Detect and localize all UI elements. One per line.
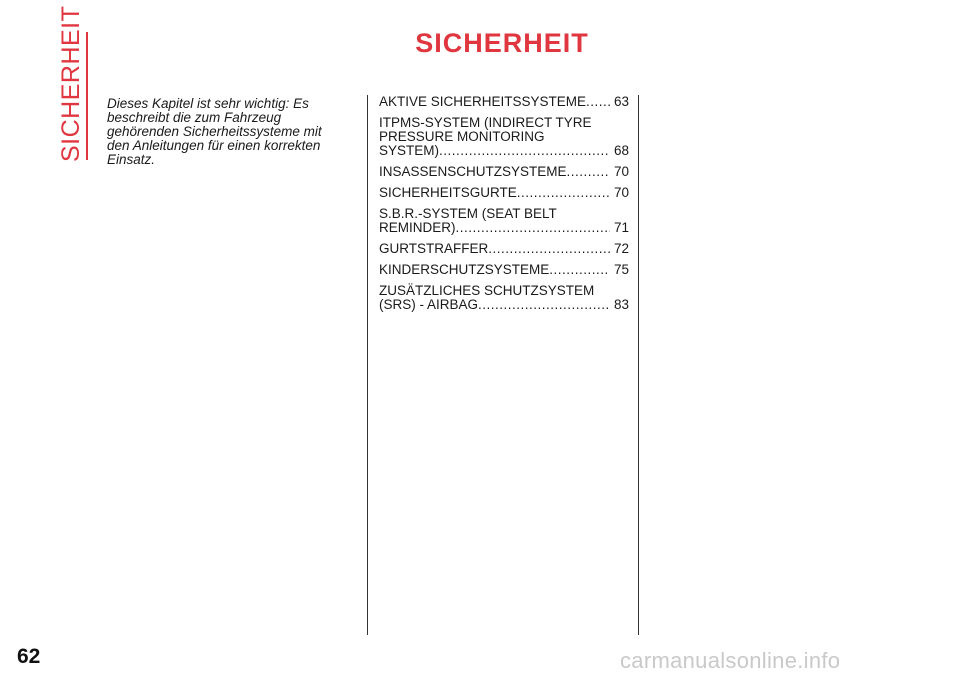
- toc-page-number: 83: [613, 297, 629, 312]
- toc-leader-dots: [456, 221, 610, 235]
- toc-leader-dots: [439, 144, 610, 158]
- toc-entry-title: AKTIVE SICHERHEITSSYSTEME: [379, 94, 587, 109]
- side-tab-rule: [86, 32, 88, 160]
- toc-entry[interactable]: [379, 242, 629, 256]
- toc-leader-dots: [567, 165, 610, 179]
- column-divider-right: [638, 95, 639, 635]
- toc-page-number: 75: [613, 262, 629, 277]
- toc-entry-title: S.B.R.-SYSTEM (SEAT BELT: [379, 206, 557, 221]
- toc-entry-title: ZUSÄTZLICHES SCHUTZSYSTEM: [379, 283, 595, 298]
- side-tab: [56, 5, 86, 162]
- toc-page-number: 63: [613, 94, 629, 109]
- chapter-title: SICHERHEIT: [415, 28, 589, 58]
- toc-entry-title: KINDERSCHUTZSYSTEME: [379, 262, 550, 277]
- toc-entry-title: ITPMS-SYSTEM (INDIRECT TYRE: [379, 115, 592, 130]
- column-divider-left: [367, 95, 368, 635]
- page-number: 62: [17, 645, 41, 668]
- toc-entry-title: INSASSENSCHUTZSYSTEME: [379, 164, 567, 179]
- toc-entry-title: SICHERHEITSGURTE: [379, 185, 517, 200]
- toc-entry[interactable]: [379, 165, 629, 179]
- toc-leader-dots: [517, 186, 610, 200]
- toc-entry-title: (SRS) - AIRBAG: [379, 297, 479, 312]
- toc-page-number: 70: [613, 164, 629, 179]
- side-tab-label: SICHERHEIT: [57, 5, 85, 162]
- toc-page-number: 71: [613, 220, 629, 235]
- table-of-contents: [379, 95, 629, 319]
- toc-entry-title: SYSTEM): [379, 143, 440, 158]
- intro-text: Dieses Kapitel ist sehr wichtig: Es beschreibt die zum Fahrzeug gehörenden Sicherheitssysteme mit den Anleitungen für einen korrekten Einsatz.: [107, 96, 322, 167]
- toc-entry[interactable]: [379, 95, 629, 109]
- toc-leader-dots: [478, 298, 610, 312]
- toc-leader-dots: [488, 242, 610, 256]
- toc-page-number: 70: [613, 185, 629, 200]
- toc-entry-title: PRESSURE MONITORING: [379, 129, 545, 144]
- toc-entry[interactable]: [379, 263, 629, 277]
- toc-entry[interactable]: [379, 207, 629, 235]
- toc-entry[interactable]: [379, 284, 629, 312]
- toc-entry-title: GURTSTRAFFER: [379, 241, 489, 256]
- toc-leader-dots: [549, 263, 610, 277]
- toc-entry[interactable]: [379, 116, 629, 158]
- toc-entry-title: REMINDER): [379, 220, 456, 235]
- watermark: carmanualsonline.info: [620, 648, 841, 673]
- toc-entry[interactable]: [379, 186, 629, 200]
- toc-page-number: 68: [613, 143, 629, 158]
- toc-page-number: 72: [613, 241, 629, 256]
- toc-leader-dots: [586, 95, 610, 109]
